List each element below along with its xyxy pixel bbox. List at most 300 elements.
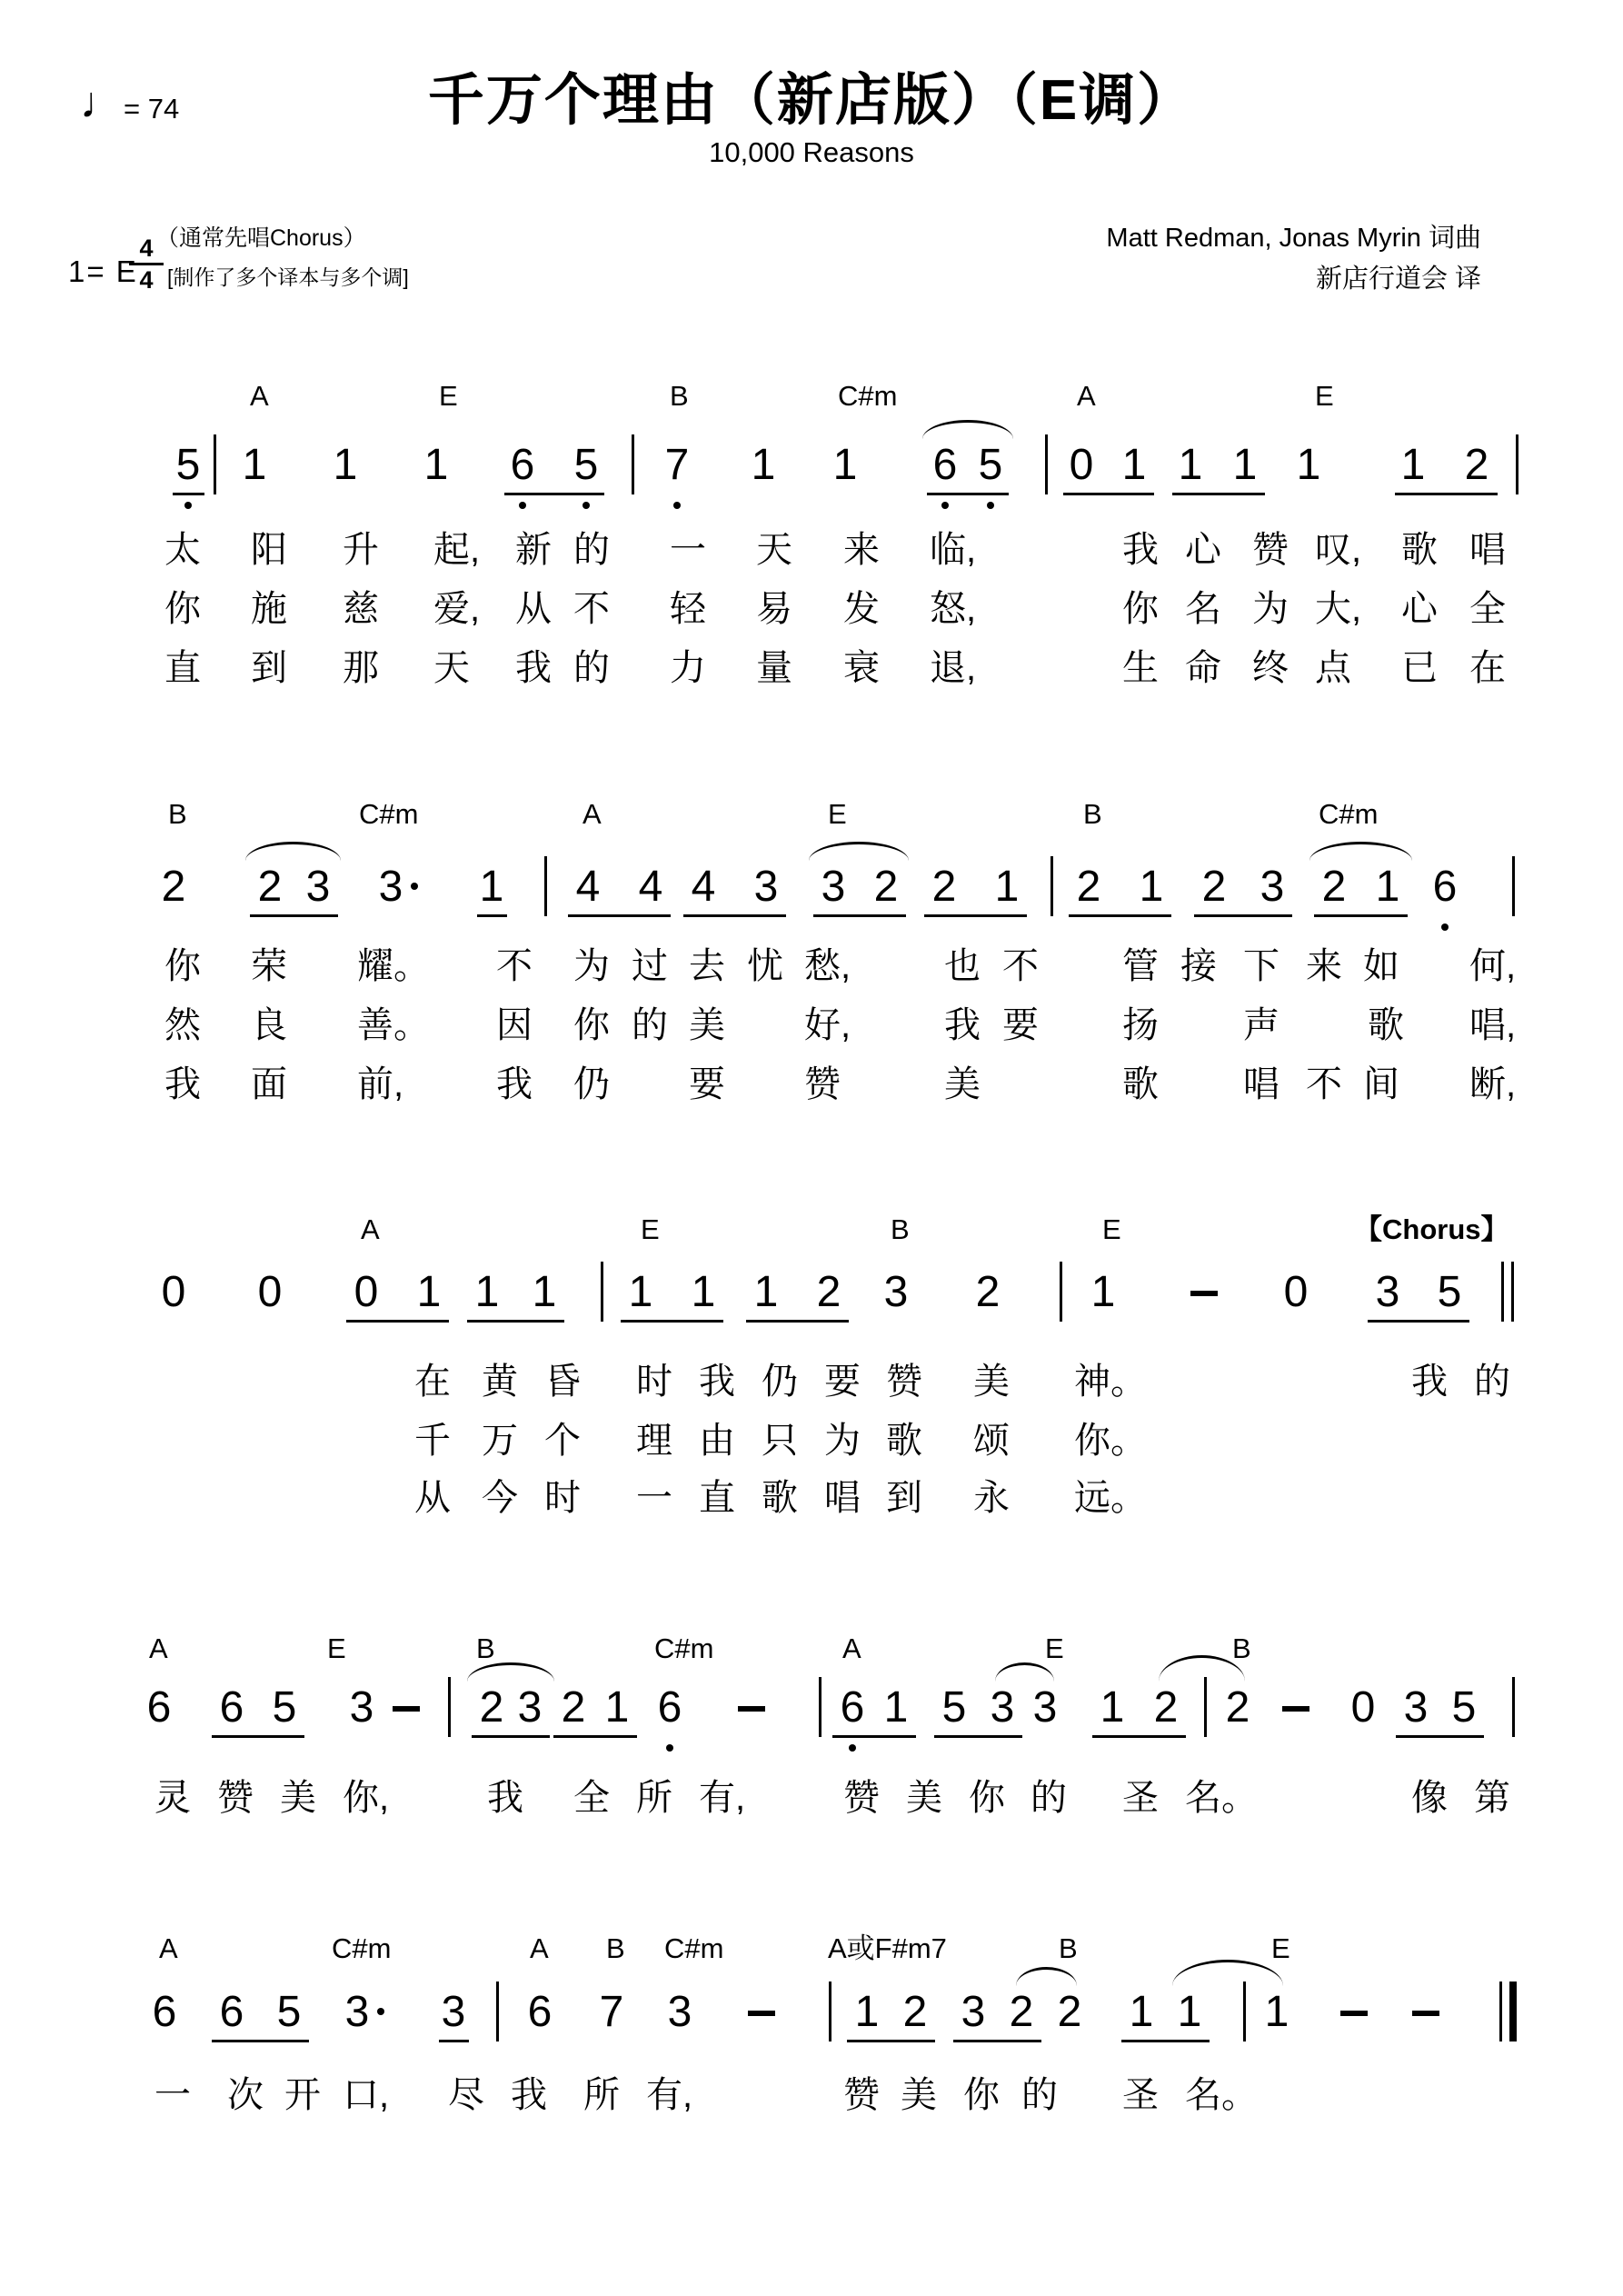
lyric-char: 有, [699,1778,746,1818]
lyric-char: 美 [689,1005,725,1045]
lyric-char: 全 [573,1778,610,1818]
lyric-char: 在 [1469,648,1506,688]
jianpu-note: 4 [691,863,716,911]
jianpu-note: 2 [1464,441,1489,489]
jianpu-note: 3 [1260,863,1285,911]
lyric-char: 歌 [886,1421,922,1461]
lyric-char: 忧 [747,946,783,986]
jianpu-note: 1 [994,863,1020,911]
jianpu-note: 1 [532,1268,557,1316]
lyric-char: 爱, [433,589,481,629]
lyric-char: 的 [573,530,610,570]
octave-dot [582,502,590,509]
chord-label: A [149,1632,168,1664]
jianpu-note: 6 [527,1988,553,2036]
lyric-char: 为 [573,946,610,986]
lyric-char: 直 [164,648,201,688]
lyric-char: 你, [343,1778,390,1818]
beam-underline [1092,1735,1186,1738]
lyric-char: 退, [930,648,977,688]
jianpu-note: 4 [638,863,663,911]
barline [214,434,216,494]
lyric-char: 美 [280,1778,316,1818]
jianpu-note: 2 [975,1268,1001,1316]
duration-dash [1190,1291,1218,1296]
lyric-char: 今 [482,1478,518,1518]
lyric-char: 生 [1122,648,1159,688]
lyric-char: 全 [1469,589,1506,629]
lyric-char: 心 [1401,589,1438,629]
lyric-char: 赞 [1252,530,1289,570]
lyric-char: 要 [824,1362,861,1402]
slur-arc [1172,1960,1283,1986]
jianpu-note: 1 [1264,1988,1289,2036]
chord-label: C#m [838,380,898,412]
lyric-char: 到 [886,1478,922,1518]
lyric-char: 易 [756,589,792,629]
jianpu-note: 3 [667,1988,692,2036]
lyric-char: 我 [487,1778,523,1818]
lyric-char: 临, [930,530,977,570]
lyric-char: 我 [511,2075,547,2115]
chord-label: E [1315,380,1334,412]
lyric-char: 万 [482,1421,518,1461]
beam-underline [1368,1320,1469,1323]
song-title: 千万个理由（新店版）（E调） [427,69,1196,132]
lyric-char: 的 [1021,2075,1058,2115]
lyric-char: 歌 [1368,1005,1404,1045]
jianpu-note: 6 [932,441,958,489]
beam-underline [1063,493,1154,495]
lyric-char: 赞 [886,1362,922,1402]
chord-label: A [250,380,269,412]
chord-label: B [168,798,187,830]
jianpu-note: 3 [305,863,331,911]
beam-underline [477,914,507,917]
beam-underline [934,1735,1022,1738]
lyric-char: 力 [670,648,706,688]
jianpu-note: 6 [840,1683,865,1732]
duration-dash [1412,2011,1439,2016]
jianpu-note: 1 [1129,1988,1154,2036]
augmentation-dot [411,883,418,890]
lyric-char: 耀。 [357,946,430,986]
beam-underline [1121,2040,1210,2042]
lyric-char: 只 [762,1421,798,1461]
lyric-char: 不 [1002,946,1039,986]
lyric-char: 时 [544,1478,581,1518]
beam-underline [1314,914,1408,917]
lyric-char: 在 [414,1362,451,1402]
chord-label: A [361,1213,380,1245]
lyric-char: 荣 [251,946,287,986]
chord-label: E [1271,1932,1290,1964]
lyric-char: 前, [357,1064,404,1104]
slur-arc [1016,1967,1077,1986]
lyric-char: 过 [632,946,668,986]
barline [448,1677,451,1737]
jianpu-note: 5 [276,1988,302,2036]
lyric-char: 歌 [1401,530,1438,570]
lyric-char: 美 [973,1362,1010,1402]
lyric-char: 一 [154,2075,191,2115]
lyric-char: 你 [164,589,201,629]
chord-label: C#m [1319,798,1379,830]
jianpu-note: 3 [821,863,846,911]
barline [601,1262,603,1322]
beam-underline [621,1320,723,1323]
jianpu-note: 2 [1009,1988,1034,2036]
lyric-char: 开 [284,2075,321,2115]
lyric-char: 你 [164,946,201,986]
chord-label: E [828,798,847,830]
jianpu-note: 7 [599,1988,624,2036]
lyric-char: 何, [1469,946,1517,986]
lyric-char: 我 [1411,1362,1448,1402]
lyric-char: 你 [963,2075,1000,2115]
jianpu-note: 2 [816,1268,841,1316]
lyric-char: 为 [1252,589,1289,629]
jianpu-note: 0 [257,1268,283,1316]
lyric-char: 慈 [343,589,379,629]
lyric-char: 施 [251,589,287,629]
chord-label: 【Chorus】 [1354,1213,1509,1245]
lyric-char: 的 [1474,1362,1510,1402]
lyric-char: 名 [1185,589,1221,629]
beam-underline [212,1735,304,1738]
lyric-char: 的 [573,648,610,688]
duration-dash [393,1706,420,1712]
key-label: 1= [68,255,106,288]
lyric-char: 天 [433,648,470,688]
barline [1204,1677,1207,1737]
pre-chorus-note: （通常先唱Chorus） [156,225,366,251]
tempo-value: = 74 [124,93,180,125]
lyric-char: 美 [906,1778,942,1818]
lyric-char: 断, [1469,1064,1517,1104]
lyric-char: 要 [689,1064,725,1104]
time-signature-denominator: 4 [129,263,164,295]
chord-label: A [842,1632,861,1664]
octave-dot [519,502,526,509]
beam-underline [568,914,671,917]
lyric-char: 如 [1363,946,1399,986]
jianpu-note: 4 [575,863,601,911]
jianpu-note: 6 [219,1988,244,2036]
duration-dash [1282,1706,1309,1712]
lyric-char: 怒, [930,589,977,629]
time-signature-numerator: 4 [139,235,154,262]
lyric-char: 直 [699,1478,735,1518]
lyric-char: 善。 [357,1005,430,1045]
lyric-char: 愁, [804,946,851,986]
chord-label: A [530,1932,549,1964]
lyric-char: 我 [699,1362,735,1402]
lyric-char: 口, [343,2075,390,2115]
lyric-char: 昏 [544,1362,581,1402]
lyric-char: 你 [969,1778,1005,1818]
slur-arc [809,842,909,861]
barline [1045,434,1048,494]
barline [1512,856,1515,916]
lyric-char: 心 [1185,530,1221,570]
lyric-char: 唱 [824,1478,861,1518]
lyric-char: 第 [1474,1778,1510,1818]
lyric-char: 有, [646,2075,693,2115]
barline [819,1677,821,1737]
lyric-char: 我 [944,1005,981,1045]
jianpu-note: 5 [272,1683,297,1732]
lyric-char: 歌 [762,1478,798,1518]
chord-label: B [1059,1932,1078,1964]
lyric-char: 也 [944,946,981,986]
lyric-char: 来 [843,530,880,570]
octave-dot [987,502,994,509]
lyric-char: 圣 [1122,1778,1159,1818]
chord-label: B [670,380,689,412]
jianpu-note: 1 [1121,441,1147,489]
lyric-char: 好, [804,1005,851,1045]
jianpu-note: 6 [152,1988,177,2036]
jianpu-note: 0 [1350,1683,1376,1732]
lyric-char: 一 [636,1478,672,1518]
lyric-char: 理 [636,1421,672,1461]
slur-arc [467,1662,554,1682]
beam-underline [847,2040,935,2042]
lyric-char: 赞 [804,1064,841,1104]
jianpu-note: 7 [664,441,690,489]
jianpu-note: 1 [479,863,504,911]
jianpu-note: 2 [1153,1683,1179,1732]
beam-underline [813,914,906,917]
lyric-char: 美 [901,2075,937,2115]
jianpu-note: 1 [1139,863,1164,911]
chord-label: E [327,1632,346,1664]
lyric-char: 从 [515,589,552,629]
lyric-char: 圣 [1122,2075,1159,2115]
jianpu-note: 1 [1375,863,1400,911]
jianpu-note: 3 [344,1988,370,2036]
lyric-char: 所 [636,1778,672,1818]
lyric-char: 叹, [1315,530,1362,570]
augmentation-dot [377,2008,384,2015]
jianpu-note: 6 [146,1683,172,1732]
beam-underline [173,493,204,495]
slur-arc [1309,842,1412,861]
lyric-char: 赞 [217,1778,254,1818]
jianpu-note: 0 [1069,441,1094,489]
chord-label: C#m [359,798,419,830]
chord-label: A [1077,380,1096,412]
lyric-char: 的 [632,1005,668,1045]
barline [1060,1262,1062,1322]
barline [1501,1262,1504,1322]
jianpu-note: 2 [161,863,186,911]
jianpu-note: 1 [1177,1988,1202,2036]
lyric-char: 间 [1363,1064,1399,1104]
jianpu-note: 6 [219,1683,244,1732]
lyric-char: 颂 [973,1421,1010,1461]
lyric-char: 阳 [251,530,287,570]
jianpu-note: 3 [1403,1683,1429,1732]
lyric-char: 名。 [1185,1778,1258,1818]
lyric-char: 的 [1031,1778,1067,1818]
barline [1050,856,1053,916]
lyric-char: 一 [670,530,706,570]
jianpu-note: 5 [1437,1268,1462,1316]
beam-underline [472,1735,550,1738]
barline [1499,1982,1502,2041]
octave-dot [673,502,681,509]
jianpu-note: 2 [479,1683,504,1732]
beam-underline [683,914,786,917]
lyric-char: 美 [944,1064,981,1104]
jianpu-note: 1 [1296,441,1321,489]
jianpu-note: 1 [1232,441,1258,489]
lyric-char: 千 [414,1421,451,1461]
jianpu-note: 5 [978,441,1003,489]
jianpu-note: 2 [931,863,957,911]
jianpu-note: 2 [1076,863,1101,911]
barline [1516,434,1518,494]
duration-dash [738,1706,765,1712]
barline [1511,1262,1514,1322]
jianpu-note: 6 [510,441,535,489]
beam-underline [1194,914,1292,917]
beam-underline [504,493,604,495]
jianpu-note: 2 [257,863,283,911]
chord-label: C#m [654,1632,714,1664]
slur-arc [922,420,1013,439]
barline [544,856,547,916]
jianpu-note: 3 [753,863,779,911]
lyric-char: 不 [496,946,533,986]
jianpu-note: 1 [1090,1268,1116,1316]
jianpu-note: 5 [1451,1683,1477,1732]
jianpu-note: 3 [349,1683,374,1732]
key-value: E [115,255,138,288]
chord-label: A或F#m7 [828,1932,947,1964]
lyric-char: 要 [1002,1005,1039,1045]
jianpu-note: 1 [604,1683,630,1732]
lyric-char: 唱 [1469,530,1506,570]
jianpu-note: 3 [378,863,403,911]
barline [632,434,634,494]
chord-label: A [159,1932,178,1964]
lyric-char: 太 [164,530,201,570]
lyric-char: 天 [756,530,792,570]
lyric-char: 到 [251,648,287,688]
beam-underline [212,2040,309,2042]
lyric-char: 面 [251,1064,287,1104]
lyric-char: 所 [583,2075,620,2115]
beam-underline [250,914,338,917]
chord-label: E [1102,1213,1121,1245]
beam-underline [553,1735,637,1738]
lyric-char: 尽 [448,2075,484,2115]
lyric-char: 唱, [1469,1005,1517,1045]
jianpu-note: 2 [1321,863,1347,911]
version-note: [制作了多个译本与多个调] [167,265,409,289]
beam-underline [1069,914,1171,917]
barline [1512,1677,1515,1737]
lyric-char: 远。 [1074,1478,1147,1518]
lyric-char: 我 [1122,530,1159,570]
lyric-char: 我 [515,648,552,688]
chord-label: A [582,798,602,830]
lyric-char: 终 [1252,648,1289,688]
lyric-char: 黄 [482,1362,518,1402]
lyric-char: 去 [689,946,725,986]
chord-label: B [891,1213,910,1245]
jianpu-note: 5 [175,441,201,489]
lyric-char: 声 [1243,1005,1279,1045]
lyric-char: 下 [1243,946,1279,986]
jianpu-note: 1 [242,441,267,489]
beam-underline [746,1320,849,1323]
barline-final [1509,1982,1517,2041]
octave-dot [1441,923,1449,931]
jianpu-note: 1 [423,441,449,489]
lyric-char: 来 [1306,946,1342,986]
jianpu-note: 1 [333,441,358,489]
jianpu-note: 3 [441,1988,466,2036]
lyric-char: 起, [433,530,481,570]
jianpu-note: 3 [1032,1683,1058,1732]
composer-credit: Matt Redman, Jonas Myrin 词曲 [1106,224,1481,253]
lyric-char: 升 [343,530,379,570]
octave-dot [184,502,192,509]
jianpu-note: 1 [1400,441,1426,489]
chord-label: C#m [332,1932,392,1964]
jianpu-note: 1 [691,1268,716,1316]
jianpu-note: 3 [961,1988,986,2036]
jianpu-note: 1 [416,1268,442,1316]
jianpu-note: 1 [1178,441,1203,489]
duration-dash [1340,2011,1368,2016]
lyric-char: 命 [1185,648,1221,688]
lyric-char: 歌 [1122,1064,1159,1104]
lyric-char: 你 [1122,589,1159,629]
beam-underline [832,1735,916,1738]
lyric-char: 我 [496,1064,533,1104]
lyric-char: 发 [843,589,880,629]
song-subtitle-en: 10,000 Reasons [709,136,914,168]
jianpu-note: 1 [1100,1683,1125,1732]
lyric-char: 新 [515,530,552,570]
beam-underline [1395,493,1498,495]
lyric-char: 个 [544,1421,581,1461]
lyric-char: 唱 [1243,1064,1279,1104]
jianpu-note: 2 [1201,863,1227,911]
lyric-char: 点 [1315,648,1351,688]
barline [829,1982,831,2041]
jianpu-note: 0 [1283,1268,1309,1316]
lyric-char: 像 [1411,1778,1448,1818]
duration-dash [748,2011,775,2016]
jianpu-note: 1 [751,441,776,489]
lyric-char: 接 [1180,946,1217,986]
lyric-char: 那 [343,648,379,688]
jianpu-note: 3 [1375,1268,1400,1316]
lyric-char: 因 [496,1005,533,1045]
beam-underline [1172,493,1265,495]
lyric-char: 从 [414,1478,451,1518]
quarter-note-icon: ♩ [80,79,124,127]
credits [1106,218,1481,300]
chord-label: C#m [664,1932,724,1964]
jianpu-note: 1 [854,1988,880,2036]
